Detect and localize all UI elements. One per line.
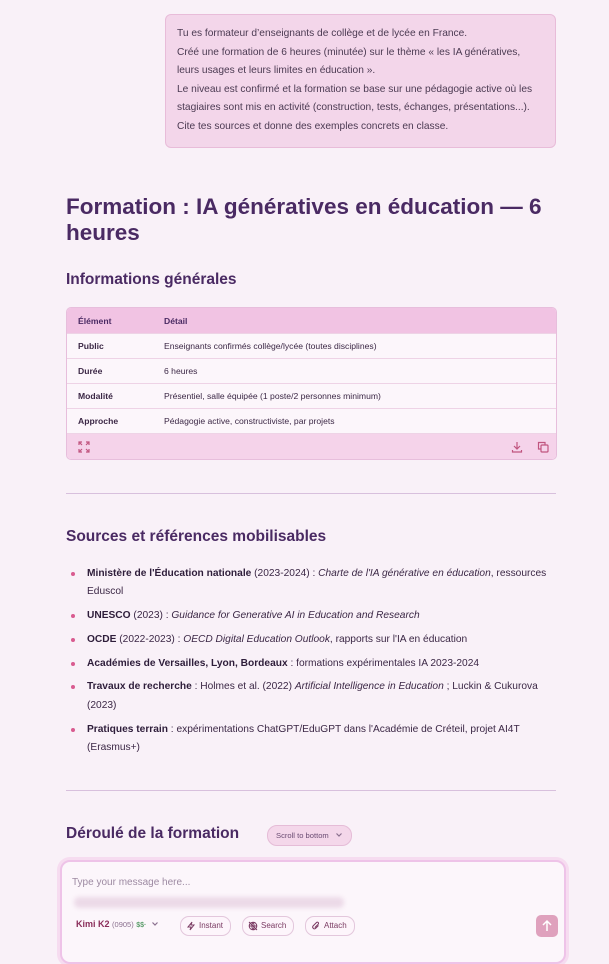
arrow-up-icon bbox=[536, 915, 558, 937]
model-selector[interactable] bbox=[76, 919, 159, 929]
search-label: Search bbox=[261, 921, 287, 930]
table-cell-value: Pédagogie active, constructiviste, par projets bbox=[153, 409, 556, 434]
blurred-suggestion bbox=[74, 897, 344, 908]
instant-button[interactable] bbox=[180, 916, 231, 936]
user-message bbox=[165, 14, 556, 148]
bolt-icon bbox=[186, 921, 196, 931]
list-item: Académies de Versailles, Lyon, Bordeaux : formations expérimentales IA 2023-2024 bbox=[66, 655, 556, 673]
table-toolbar bbox=[67, 433, 556, 459]
attach-label: Attach bbox=[324, 921, 347, 930]
table-header: Élément bbox=[67, 308, 153, 334]
download-icon[interactable] bbox=[511, 440, 523, 452]
list-item: OCDE (2022-2023) : OECD Digital Education Outlook, rapports sur l'IA en éducation bbox=[66, 631, 556, 649]
table-cell-value: Présentiel, salle équipée (1 poste/2 personnes minimum) bbox=[153, 384, 556, 409]
table-cell-key: Public bbox=[67, 334, 153, 359]
attach-button[interactable] bbox=[305, 916, 355, 936]
search-toggle[interactable] bbox=[242, 916, 294, 936]
info-table bbox=[66, 307, 557, 460]
instant-label: Instant bbox=[199, 921, 224, 930]
user-message-p1: Tu es formateur d’enseignants de collège et de lycée en France. bbox=[177, 28, 468, 39]
paperclip-icon bbox=[311, 921, 321, 931]
chevron-down-icon bbox=[335, 831, 343, 839]
divider bbox=[66, 790, 556, 791]
table-cell-key: Durée bbox=[67, 359, 153, 384]
model-version: (0905) bbox=[112, 920, 134, 929]
message-composer bbox=[60, 860, 566, 964]
copy-icon[interactable] bbox=[537, 440, 549, 452]
send-button[interactable] bbox=[536, 915, 558, 937]
list-item: Ministère de l'Éducation nationale (2023-2024) : Charte de l'IA générative en éducation, ressources Eduscol bbox=[66, 565, 556, 602]
table-cell-key: Modalité bbox=[67, 384, 153, 409]
deroule-heading: Déroulé de la formation bbox=[66, 825, 240, 842]
model-price: $$· bbox=[136, 922, 147, 929]
scroll-to-bottom-button[interactable] bbox=[267, 825, 352, 846]
table-cell-value: Enseignants confirmés collège/lycée (toutes disciplines) bbox=[153, 334, 556, 359]
sources-list bbox=[66, 565, 556, 763]
message-input[interactable] bbox=[70, 872, 544, 892]
table-row bbox=[67, 334, 556, 359]
list-item: Pratiques terrain : expérimentations ChatGPT/EduGPT dans l'Académie de Créteil, projet AI4T (Erasmus+) bbox=[66, 721, 556, 758]
user-message-p2: Créé une formation de 6 heures (minutée) sur le thème « les IA génératives, leurs usages et leurs limites en éducation ». bbox=[177, 46, 521, 77]
table-cell-value: 6 heures bbox=[153, 359, 556, 384]
table-header: Détail bbox=[153, 308, 556, 334]
model-name: Kimi K2 bbox=[76, 919, 110, 929]
table-cell-key: Approche bbox=[67, 409, 153, 434]
table-row bbox=[67, 409, 556, 434]
list-item: UNESCO (2023) : Guidance for Generative AI in Education and Research bbox=[66, 607, 556, 625]
table-row bbox=[67, 359, 556, 384]
expand-icon[interactable] bbox=[78, 440, 90, 452]
table-header-row bbox=[67, 308, 556, 334]
divider bbox=[66, 493, 556, 494]
list-item: Travaux de recherche : Holmes et al. (2022) Artificial Intelligence in Education ; Luckin & Cukurova (2023) bbox=[66, 678, 556, 715]
chevron-down-icon bbox=[151, 920, 159, 928]
table-row bbox=[67, 384, 556, 409]
response-title: Formation : IA génératives en éducation — 6 heures bbox=[66, 194, 542, 245]
sources-heading: Sources et références mobilisables bbox=[66, 528, 327, 545]
globe-off-icon bbox=[248, 921, 258, 931]
info-heading: Informations générales bbox=[66, 271, 237, 288]
user-message-p3: Le niveau est confirmé et la formation se base sur une pédagogie active où les stagiaires sont mis en activité (construction, tests, échanges, présentations...). Cite tes sources et donne des exemples concrets en classe. bbox=[177, 83, 533, 132]
scroll-to-bottom-label: Scroll to bottom bbox=[276, 831, 329, 840]
